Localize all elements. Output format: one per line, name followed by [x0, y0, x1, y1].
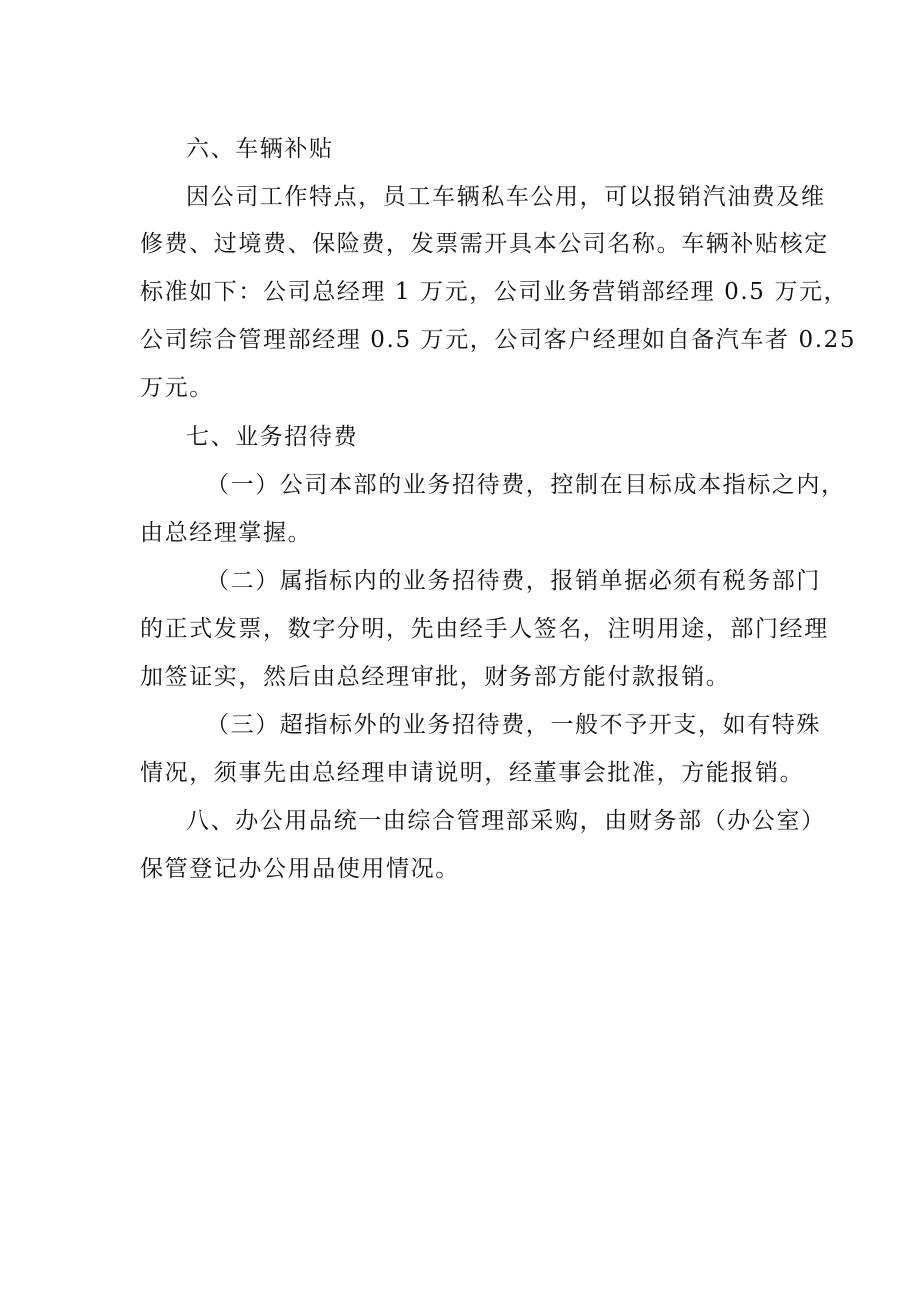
section-heading-vehicle-subsidy: 六、车辆补贴 — [186, 136, 334, 162]
list-item-line: （二）属指标内的业务招待费，报销单据必须有税务部门 — [206, 568, 821, 594]
section-heading-business-entertainment: 七、业务招待费 — [186, 424, 359, 450]
paragraph-line: 公司综合管理部经理 0.5 万元，公司客户经理如自备汽车者 0.25 — [140, 327, 857, 353]
paragraph-line: 标准如下：公司总经理 1 万元，公司业务营销部经理 0.5 万元， — [140, 279, 849, 305]
paragraph-line: 修费、过境费、保险费，发票需开具本公司名称。车辆补贴核定 — [140, 231, 829, 257]
paragraph-line: 八、办公用品统一由综合管理部采购，由财务部（办公室） — [186, 808, 826, 834]
list-item-line: 的正式发票，数字分明，先由经手人签名，注明用途，部门经理 — [140, 616, 829, 642]
paragraph-line: 因公司工作特点，员工车辆私车公用，可以报销汽油费及维 — [186, 184, 826, 210]
list-item-line: 加签证实，然后由总经理审批，财务部方能付款报销。 — [140, 664, 731, 690]
paragraph-line: 保管登记办公用品使用情况。 — [140, 856, 460, 882]
list-item-line: （一）公司本部的业务招待费，控制在目标成本指标之内， — [206, 472, 846, 498]
list-item-line: 情况，须事先由总经理申请说明，经董事会批准，方能报销。 — [140, 760, 805, 786]
paragraph-line: 万元。 — [140, 375, 214, 401]
list-item-line: （三）超指标外的业务招待费，一般不予开支，如有特殊 — [206, 712, 821, 738]
list-item-line: 由总经理掌握。 — [140, 520, 313, 546]
